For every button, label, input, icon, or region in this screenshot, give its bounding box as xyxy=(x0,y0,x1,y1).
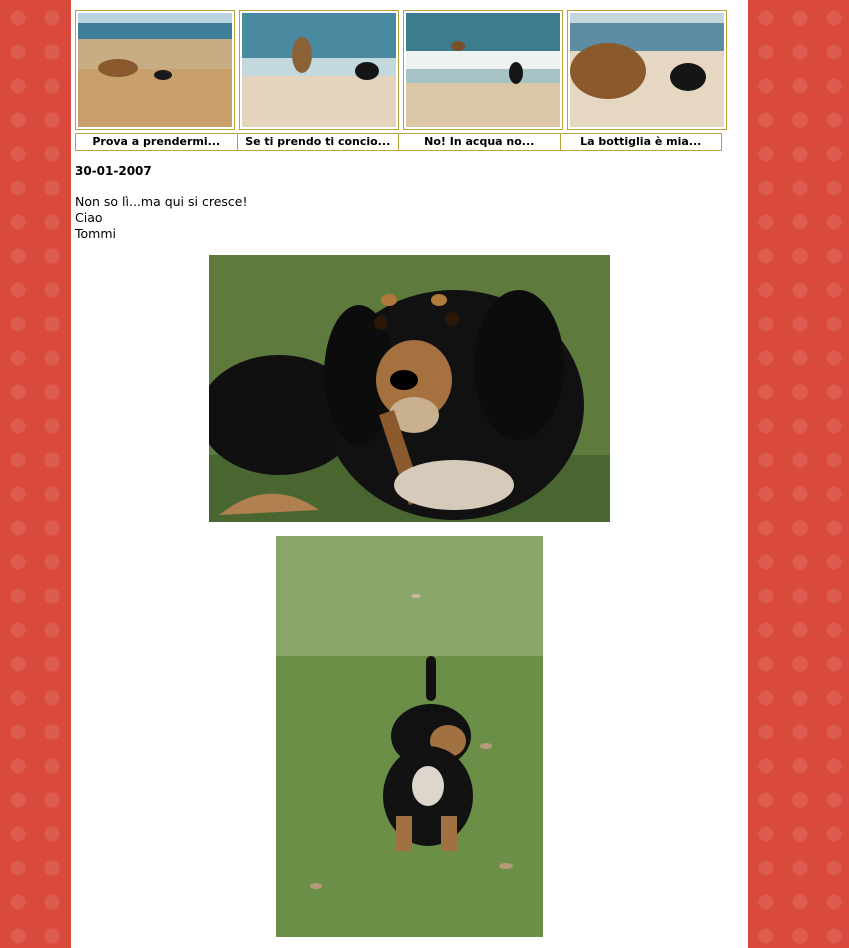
beach-dogs-photo-icon xyxy=(406,13,560,127)
gallery-thumbnail-3[interactable] xyxy=(403,10,563,130)
gallery-thumbnail-2[interactable] xyxy=(239,10,399,130)
thumbnail-caption-4[interactable]: La bottiglia è mia... xyxy=(580,135,702,148)
post-line-1: Non so lì...ma qui si cresce! xyxy=(75,194,248,209)
thumbnail-gallery xyxy=(75,10,722,151)
gallery-thumbnail-4[interactable] xyxy=(567,10,727,130)
puppy-closeup-photo xyxy=(209,255,610,522)
thumbnail-caption-2[interactable]: Se ti prendo ti concio... xyxy=(238,134,400,150)
post-date: 30-01-2007 xyxy=(75,164,152,178)
thumbnail-caption-3[interactable]: No! In acqua no... xyxy=(399,134,561,150)
beach-dogs-photo-icon xyxy=(570,13,724,127)
caption-bar xyxy=(75,133,722,151)
puppy-standing-photo xyxy=(276,536,543,937)
beach-dogs-photo-icon xyxy=(78,13,232,127)
post-line-2: Ciao xyxy=(75,210,103,225)
content-page xyxy=(71,0,748,948)
beach-dogs-photo-icon xyxy=(242,13,396,127)
post-message xyxy=(75,194,247,242)
gallery-thumbnail-1[interactable] xyxy=(75,10,235,130)
post-line-3: Tommi xyxy=(75,226,116,241)
puppy-closeup-photo-icon xyxy=(209,255,610,522)
thumbnail-caption-1[interactable]: Prova a prendermi... xyxy=(76,134,238,150)
puppy-standing-photo-icon xyxy=(276,536,543,937)
